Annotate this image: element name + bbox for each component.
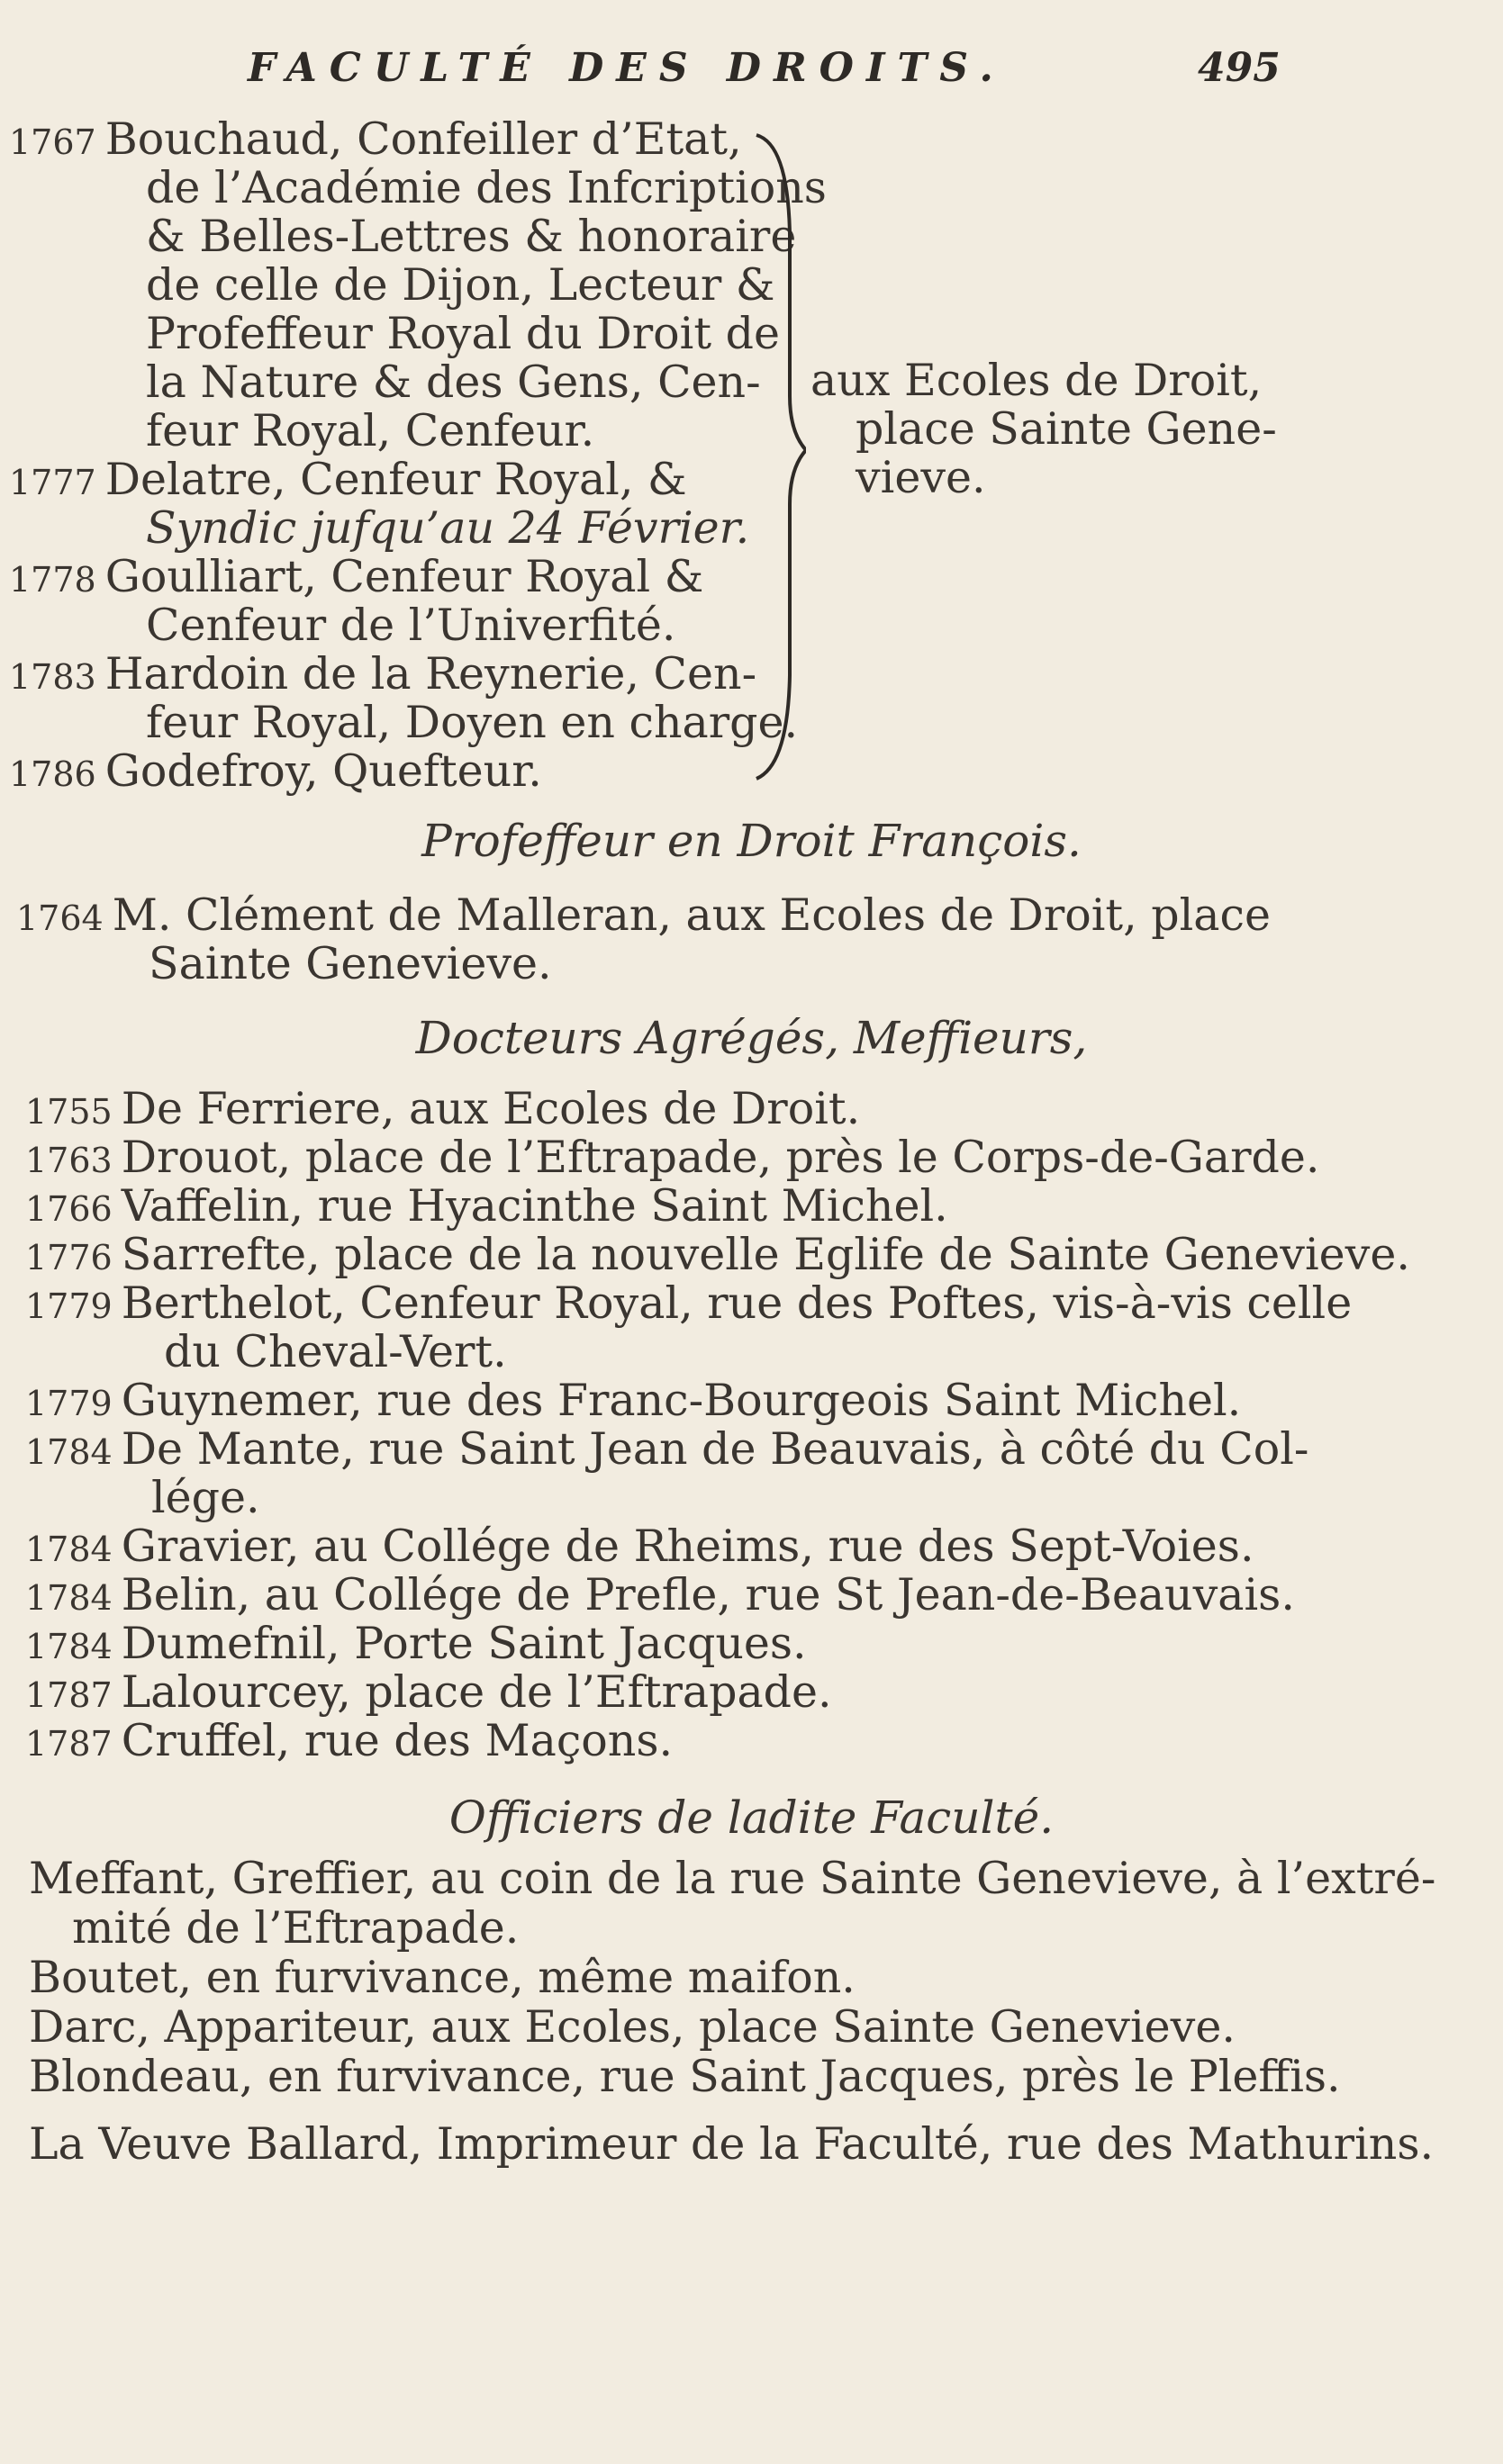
section-title-officiers: Officiers de ladite Faculté. <box>448 1792 1055 1844</box>
docteur-entry <box>25 1717 673 1768</box>
entry-line: Hardoin de la Reynerie, Cen- <box>104 648 757 699</box>
entry-line: Gravier, au Collége de Rheims, rue des Sept-Voies. <box>121 1521 1254 1572</box>
entry-line: M. Clément de Malleran, aux Ecoles de Droit, place <box>112 889 1271 941</box>
officier-line: La Veuve Ballard, Imprimeur de la Faculté, rue des Mathurins. <box>29 2118 1435 2170</box>
entry-year: 1784 <box>25 1627 113 1666</box>
entry-year: 1779 <box>25 1286 113 1326</box>
entry-line: lége. <box>151 1472 260 1523</box>
entry-line: Syndic jufqu’au 24 Février. <box>146 502 750 554</box>
entry-1783 <box>9 650 756 701</box>
address-line: place Sainte Gene- <box>856 403 1277 455</box>
entry-year: 1778 <box>9 560 96 600</box>
address-line: vieve. <box>856 452 986 503</box>
entry-line: Cruffel, rue des Maçons. <box>121 1715 674 1766</box>
docteur-entry <box>25 1376 1241 1428</box>
entry-year: 1763 <box>25 1141 113 1180</box>
docteur-entry <box>25 1620 807 1671</box>
entry-year: 1755 <box>25 1092 113 1132</box>
entry-line: Lalourcey, place de l’Eftrapade. <box>121 1666 832 1718</box>
entry-line: de l’Académie des Infcriptions <box>146 162 827 213</box>
entry-year: 1784 <box>25 1578 113 1618</box>
entry-line: du Cheval-Vert. <box>164 1326 507 1377</box>
entry-year: 1787 <box>25 1675 113 1715</box>
entry-line: Cenfeur de l’Univerfité. <box>146 600 676 651</box>
officier-line: mité de l’Eftrapade. <box>72 1902 520 1954</box>
docteur-entry <box>25 1522 1254 1574</box>
entry-line: feur Royal, Doyen en charge. <box>146 697 799 748</box>
entry-1778 <box>9 553 703 604</box>
entry-year: 1777 <box>9 463 96 502</box>
entry-1786 <box>9 747 542 799</box>
page-number: 495 <box>1198 45 1281 91</box>
officier-line: Meffant, Greffier, au coin de la rue Sainte Genevieve, à l’extré- <box>29 1853 1436 1904</box>
entry-year: 1786 <box>9 754 96 794</box>
running-header: FACULTÉ DES DROITS. <box>248 45 1006 91</box>
entry-line: De Ferriere, aux Ecoles de Droit. <box>121 1083 861 1134</box>
entry-year: 1779 <box>25 1384 113 1423</box>
entry-1777 <box>9 456 687 507</box>
officier-line: Blondeau, en furvivance, rue Saint Jacques, près le Pleffis. <box>29 2051 1341 2102</box>
docteur-entry <box>25 1425 1308 1476</box>
entry-year: 1787 <box>25 1724 113 1764</box>
docteur-entry <box>25 1279 1352 1331</box>
entry-line: Guynemer, rue des Franc-Bourgeois Saint Michel. <box>121 1375 1242 1426</box>
entry-line: feur Royal, Cenfeur. <box>146 405 595 456</box>
entry-year: 1784 <box>25 1530 113 1569</box>
section-title-professeur: Profeffeur en Droit François. <box>421 815 1082 867</box>
entry-year: 1783 <box>9 657 96 697</box>
entry-line: Vaffelin, rue Hyacinthe Saint Michel. <box>121 1180 948 1232</box>
entry-line: Goulliart, Cenfeur Royal & <box>104 551 704 602</box>
curly-brace-icon <box>752 126 806 783</box>
section-title-docteurs: Docteurs Agrégés, Meffieurs, <box>415 1012 1088 1064</box>
docteur-entry <box>25 1231 1410 1282</box>
entry-line: Sarrefte, place de la nouvelle Eglife de Sainte Genevieve. <box>121 1229 1410 1280</box>
entry-line: Godefroy, Quefteur. <box>104 745 542 797</box>
entry-year: 1764 <box>16 898 104 938</box>
officier-line: Darc, Appariteur, aux Ecoles, place Sainte Genevieve. <box>29 2001 1236 2053</box>
entry-year: 1767 <box>9 122 96 162</box>
entry-year: 1776 <box>25 1238 113 1277</box>
entry-year: 1784 <box>25 1432 113 1472</box>
entry-line: Profeffeur Royal du Droit de <box>146 308 780 359</box>
docteur-entry <box>25 1085 860 1136</box>
address-line: aux Ecoles de Droit, <box>810 355 1263 406</box>
docteur-entry <box>25 1182 948 1233</box>
entry-line: la Nature & des Gens, Cen- <box>146 357 761 408</box>
entry-line: & Belles-Lettres & honoraire <box>146 211 797 262</box>
entry-year: 1766 <box>25 1189 113 1229</box>
entry-line: de celle de Dijon, Lecteur & <box>146 259 775 311</box>
entry-line: Drouot, place de l’Eftrapade, près le Corps-de-Garde. <box>121 1132 1320 1183</box>
docteur-entry <box>25 1571 1295 1622</box>
entry-line: Belin, au Collége de Prefle, rue St Jean-de-Beauvais. <box>121 1569 1295 1620</box>
entry-line: Berthelot, Cenfeur Royal, rue des Poftes, vis-à-vis celle <box>121 1277 1353 1329</box>
entry-1767 <box>9 115 742 167</box>
entry-line: Bouchaud, Confeiller d’Etat, <box>104 113 742 165</box>
entry-line: Sainte Genevieve. <box>149 938 552 989</box>
entry-1764 <box>16 891 1271 943</box>
officier-line: Boutet, en furvivance, même maifon. <box>29 1952 856 2003</box>
docteur-entry <box>25 1133 1320 1185</box>
entry-line: De Mante, rue Saint Jean de Beauvais, à côté du Col- <box>121 1423 1309 1475</box>
docteur-entry <box>25 1668 832 1719</box>
entry-line: Dumefnil, Porte Saint Jacques. <box>121 1618 807 1669</box>
entry-line: Delatre, Cenfeur Royal, & <box>104 454 687 505</box>
